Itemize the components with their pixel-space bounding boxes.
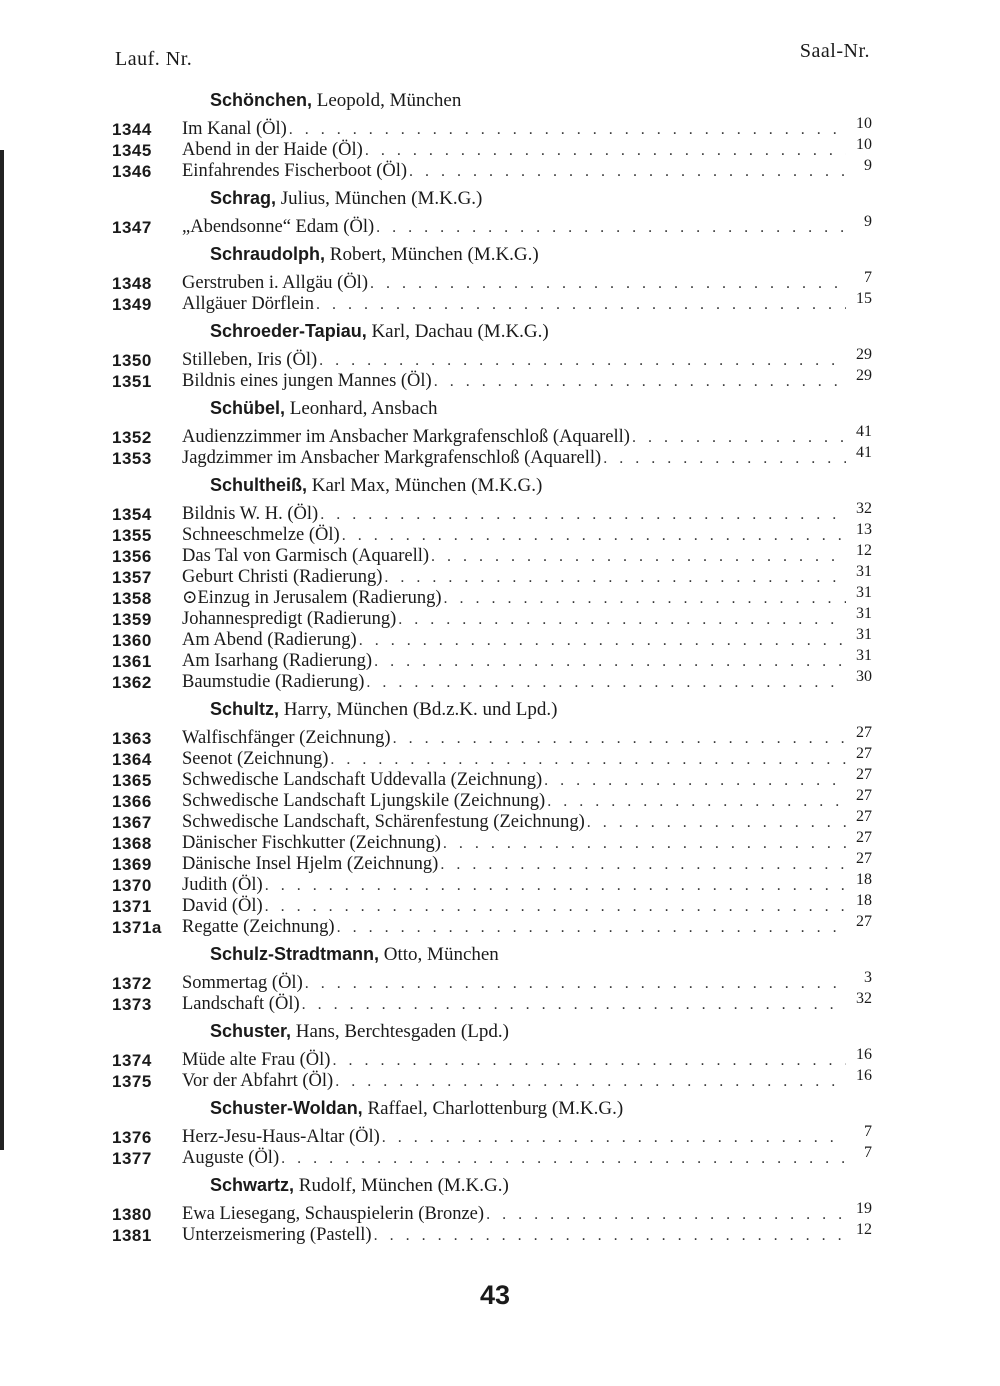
catalog-entry (112, 290, 872, 315)
dot-leader (332, 1050, 846, 1071)
artist-heading (210, 472, 872, 498)
entry-number: 1375 (112, 1072, 152, 1091)
entry-title: Geburt Christi (Radierung) (182, 567, 383, 587)
entry-title: Seenot (Zeichnung) (182, 749, 329, 769)
catalog-entry (112, 626, 872, 651)
entry-number: 1369 (112, 855, 152, 874)
artist-info: Karl Max, München (M.K.G.) (311, 475, 543, 496)
dot-leader (486, 1204, 846, 1225)
artist-heading (210, 696, 872, 722)
catalog-entry (112, 850, 872, 875)
entry-title: Abend in der Haide (Öl) (182, 140, 363, 160)
entry-number: 1371 (112, 897, 152, 916)
entry-title: Dänischer Fischkutter (Zeichnung) (182, 833, 441, 853)
entry-title: Auguste (Öl) (182, 1148, 280, 1168)
catalog-entry (112, 871, 872, 896)
artist-name: Schultheiß, (210, 475, 308, 495)
artist-heading (210, 395, 872, 421)
entry-saal-number: 32 (856, 990, 872, 1007)
entry-number: 1371a (112, 918, 162, 937)
entry-saal-number: 27 (856, 850, 872, 867)
dot-leader (382, 1127, 846, 1148)
artist-name: Schultz, (210, 699, 280, 719)
entry-title: Allgäuer Dörflein (182, 294, 315, 314)
artist-name: Schuster, (210, 1021, 292, 1041)
dot-leader (265, 896, 846, 917)
artist-name: Schuster-Woldan, (210, 1098, 363, 1118)
entry-title: Sommertag (Öl) (182, 973, 303, 993)
artist-name: Schulz-Stradtmann, (210, 944, 380, 964)
entry-number: 1354 (112, 505, 152, 524)
entry-saal-number: 7 (864, 269, 872, 286)
entry-saal-number: 27 (856, 745, 872, 762)
catalog-entry (112, 668, 872, 693)
entry-number: 1363 (112, 729, 152, 748)
entry-number: 1377 (112, 1149, 152, 1168)
dot-leader (544, 770, 846, 791)
artist-name: Schönchen, (210, 90, 313, 110)
entry-title: Am Abend (Radierung) (182, 630, 357, 650)
catalog-entry (112, 542, 872, 567)
catalog-entry (112, 1046, 872, 1071)
catalog-entry (112, 766, 872, 791)
catalog-entry (112, 346, 872, 371)
entry-title: David (Öl) (182, 896, 263, 916)
catalog-entry (112, 367, 872, 392)
entry-title: Im Kanal (Öl) (182, 119, 287, 139)
entry-number: 1356 (112, 547, 152, 566)
entry-title: Unterzeismering (Pastell) (182, 1225, 372, 1245)
dot-leader (305, 973, 846, 994)
dot-leader (443, 833, 846, 854)
dot-leader (444, 588, 846, 609)
entry-saal-number: 12 (856, 1221, 872, 1238)
entry-saal-number: 10 (856, 136, 872, 153)
entry-saal-number: 7 (864, 1123, 872, 1140)
entry-title: Herz-Jesu-Haus-Altar (Öl) (182, 1127, 380, 1147)
catalog-entry (112, 1067, 872, 1092)
header-saal-nr: Saal-Nr. (799, 40, 870, 62)
catalog-entry (112, 500, 872, 525)
entry-title: ⊙Einzug in Jerusalem (Radierung) (182, 588, 442, 608)
entry-title: Bildnis eines jungen Mannes (Öl) (182, 371, 432, 391)
catalog-entry (112, 1123, 872, 1148)
entry-saal-number: 31 (856, 605, 872, 622)
entry-title: Walfischfänger (Zeichnung) (182, 728, 391, 748)
entry-title: Landschaft (Öl) (182, 994, 300, 1014)
artist-name: Schraudolph, (210, 244, 326, 264)
entry-saal-number: 16 (856, 1067, 872, 1084)
catalog-entry (112, 724, 872, 749)
artist-name: Schwartz, (210, 1175, 295, 1195)
entry-title: Schwedische Landschaft, Schärenfestung (Zeichnung) (182, 812, 585, 832)
dot-leader (342, 525, 846, 546)
catalog-entry (112, 745, 872, 770)
entry-saal-number: 27 (856, 913, 872, 930)
entry-number: 1350 (112, 351, 152, 370)
entry-title: Regatte (Zeichnung) (182, 917, 335, 937)
entry-title: Schwedische Landschaft Ljungskile (Zeichnung) (182, 791, 546, 811)
entry-saal-number: 12 (856, 542, 872, 559)
entry-title: Stilleben, Iris (Öl) (182, 350, 318, 370)
entry-saal-number: 31 (856, 647, 872, 664)
catalog-entry (112, 808, 872, 833)
catalog-entry (112, 115, 872, 140)
dot-leader (384, 567, 846, 588)
dot-leader (547, 791, 846, 812)
catalog-entry (112, 1144, 872, 1169)
dot-leader (330, 749, 846, 770)
entry-number: 1351 (112, 372, 152, 391)
entry-number: 1352 (112, 428, 152, 447)
dot-leader (603, 448, 846, 469)
dot-leader (265, 875, 846, 896)
entry-number: 1376 (112, 1128, 152, 1147)
entry-title: Das Tal von Garmisch (Aquarell) (182, 546, 430, 566)
artist-info: Harry, München (Bd.z.K. und Lpd.) (283, 699, 558, 720)
catalog-entry (112, 829, 872, 854)
artist-info: Hans, Berchtesgaden (Lpd.) (295, 1021, 509, 1042)
dot-leader (376, 217, 846, 238)
scan-edge-mark (0, 150, 4, 1150)
entry-title: Jagdzimmer im Ansbacher Markgrafenschloß (Aquarell) (182, 448, 602, 468)
catalog-entry (112, 269, 872, 294)
artist-info: Otto, München (383, 944, 499, 965)
artist-info: Rudolf, München (M.K.G.) (298, 1175, 509, 1196)
entry-number: 1345 (112, 141, 152, 160)
entry-saal-number: 29 (856, 367, 872, 384)
page-header (115, 40, 870, 70)
artist-info: Robert, München (M.K.G.) (329, 244, 539, 265)
entry-saal-number: 7 (864, 1144, 872, 1161)
entry-saal-number: 41 (856, 423, 872, 440)
entry-saal-number: 9 (864, 157, 872, 174)
entry-saal-number: 19 (856, 1200, 872, 1217)
artist-name: Schübel, (210, 398, 286, 418)
entry-title: Vor der Abfahrt (Öl) (182, 1071, 334, 1091)
header-lauf-nr: Lauf. Nr. (115, 48, 193, 70)
dot-leader (302, 994, 846, 1015)
catalog-entry (112, 892, 872, 917)
dot-leader (431, 546, 846, 567)
dot-leader (319, 350, 846, 371)
entry-title: Bildnis W. H. (Öl) (182, 504, 319, 524)
entry-number: 1344 (112, 120, 152, 139)
catalog-entry (112, 213, 872, 238)
entry-number: 1365 (112, 771, 152, 790)
entry-saal-number: 10 (856, 115, 872, 132)
dot-leader (440, 854, 846, 875)
dot-leader (632, 427, 846, 448)
entry-saal-number: 9 (864, 213, 872, 230)
catalog-entry (112, 990, 872, 1015)
entry-title: Schneeschmelze (Öl) (182, 525, 340, 545)
entry-title: Judith (Öl) (182, 875, 263, 895)
artist-heading (210, 1095, 872, 1121)
entry-number: 1360 (112, 631, 152, 650)
entry-title: „Abendsonne“ Edam (Öl) (182, 217, 375, 237)
dot-leader (335, 1071, 846, 1092)
artist-heading (210, 87, 872, 113)
entry-number: 1362 (112, 673, 152, 692)
dot-leader (359, 630, 846, 651)
artist-heading (210, 318, 872, 344)
entry-saal-number: 16 (856, 1046, 872, 1063)
entry-number: 1367 (112, 813, 152, 832)
entry-title: Schwedische Landschaft Uddevalla (Zeichnung) (182, 770, 543, 790)
entry-number: 1374 (112, 1051, 152, 1070)
artist-info: Leopold, München (316, 90, 462, 111)
entry-number: 1366 (112, 792, 152, 811)
catalog-entry (112, 605, 872, 630)
entry-number: 1368 (112, 834, 152, 853)
artist-info: Karl, Dachau (M.K.G.) (371, 321, 549, 342)
catalog-list (112, 84, 872, 1246)
catalog-entry (112, 521, 872, 546)
entry-number: 1361 (112, 652, 152, 671)
entry-number: 1355 (112, 526, 152, 545)
catalog-entry (112, 584, 872, 609)
artist-heading (210, 941, 872, 967)
dot-leader (398, 609, 846, 630)
artist-heading (210, 1018, 872, 1044)
artist-info: Raffael, Charlottenburg (M.K.G.) (367, 1098, 624, 1119)
dot-leader (281, 1148, 846, 1169)
catalog-entry (112, 136, 872, 161)
dot-leader (409, 161, 846, 182)
entry-title: Audienzzimmer im Ansbacher Markgrafenschloß (Aquarell) (182, 427, 630, 447)
dot-leader (365, 140, 846, 161)
entry-title: Gerstruben i. Allgäu (Öl) (182, 273, 368, 293)
dot-leader (587, 812, 846, 833)
entry-saal-number: 15 (856, 290, 872, 307)
catalog-entry (112, 563, 872, 588)
catalog-entry (112, 647, 872, 672)
entry-title: Dänische Insel Hjelm (Zeichnung) (182, 854, 439, 874)
artist-info: Leonhard, Ansbach (289, 398, 438, 419)
artist-heading (210, 241, 872, 267)
entry-title: Am Isarhang (Radierung) (182, 651, 373, 671)
entry-title: Einfahrendes Fischerboot (Öl) (182, 161, 408, 181)
entry-number: 1358 (112, 589, 152, 608)
entry-saal-number: 30 (856, 668, 872, 685)
entry-number: 1370 (112, 876, 152, 895)
entry-number: 1380 (112, 1205, 152, 1224)
catalog-entry (112, 157, 872, 182)
artist-name: Schroeder-Tapiau, (210, 321, 367, 341)
entry-number: 1348 (112, 274, 152, 293)
page-number: 43 (479, 1280, 511, 1310)
artist-name: Schrag, (210, 188, 277, 208)
dot-leader (366, 672, 846, 693)
catalog-entry (112, 423, 872, 448)
dot-leader (320, 504, 846, 525)
entry-saal-number: 27 (856, 787, 872, 804)
entry-title: Johannespredigt (Radierung) (182, 609, 397, 629)
entry-title: Baumstudie (Radierung) (182, 672, 365, 692)
entry-number: 1357 (112, 568, 152, 587)
dot-leader (374, 651, 846, 672)
catalog-entry (112, 787, 872, 812)
entry-saal-number: 18 (856, 871, 872, 888)
entry-saal-number: 27 (856, 766, 872, 783)
catalog-entry (112, 1221, 872, 1246)
entry-number: 1364 (112, 750, 152, 769)
entry-title: Ewa Liesegang, Schauspielerin (Bronze) (182, 1204, 485, 1224)
entry-saal-number: 31 (856, 626, 872, 643)
catalog-entry (112, 444, 872, 469)
catalog-entry (112, 913, 872, 938)
entry-saal-number: 31 (856, 563, 872, 580)
entry-saal-number: 27 (856, 829, 872, 846)
artist-heading (210, 1172, 872, 1198)
dot-leader (374, 1225, 846, 1246)
entry-number: 1372 (112, 974, 152, 993)
entry-saal-number: 27 (856, 808, 872, 825)
entry-saal-number: 18 (856, 892, 872, 909)
artist-info: Julius, München (M.K.G.) (280, 188, 483, 209)
entry-number: 1381 (112, 1226, 152, 1245)
artist-heading (210, 185, 872, 211)
entry-saal-number: 13 (856, 521, 872, 538)
catalog-entry (112, 969, 872, 994)
entry-saal-number: 27 (856, 724, 872, 741)
entry-saal-number: 3 (864, 969, 872, 986)
entry-number: 1373 (112, 995, 152, 1014)
dot-leader (337, 917, 846, 938)
entry-saal-number: 29 (856, 346, 872, 363)
entry-number: 1353 (112, 449, 152, 468)
dot-leader (393, 728, 846, 749)
dot-leader (434, 371, 846, 392)
dot-leader (370, 273, 846, 294)
entry-number: 1349 (112, 295, 152, 314)
entry-saal-number: 41 (856, 444, 872, 461)
dot-leader (289, 119, 846, 140)
entry-saal-number: 32 (856, 500, 872, 517)
entry-number: 1346 (112, 162, 152, 181)
catalog-entry (112, 1200, 872, 1225)
entry-number: 1347 (112, 218, 152, 237)
entry-saal-number: 31 (856, 584, 872, 601)
dot-leader (316, 294, 846, 315)
entry-number: 1359 (112, 610, 152, 629)
entry-title: Müde alte Frau (Öl) (182, 1050, 331, 1070)
